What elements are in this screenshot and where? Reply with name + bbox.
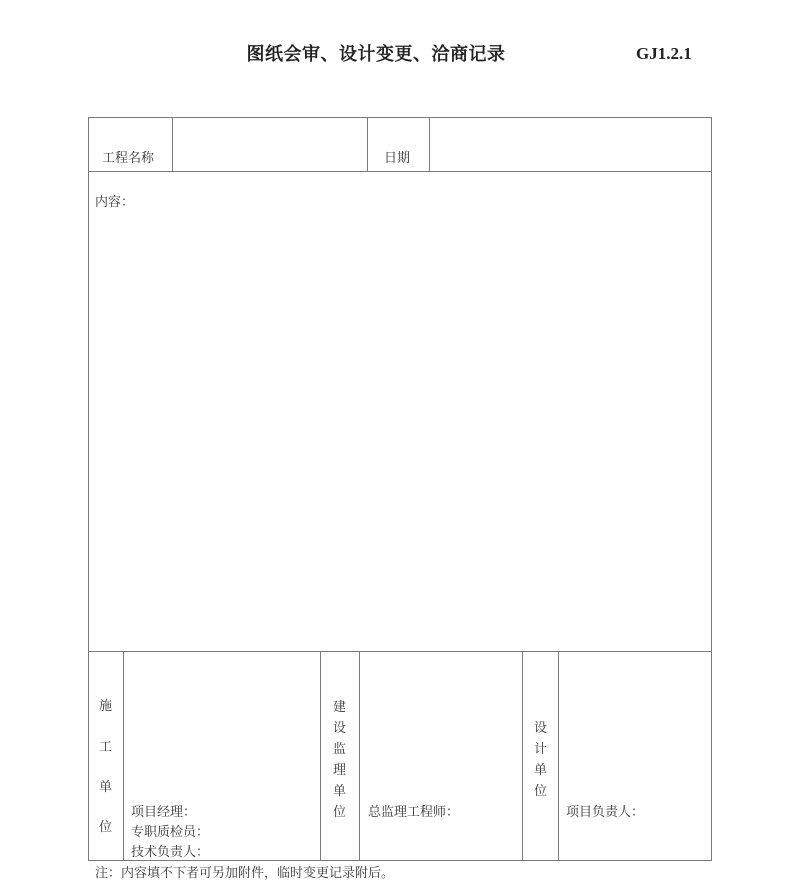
project-manager-label: 项目经理： [131,805,197,820]
content-row-divider [88,651,712,652]
header-row-divider [88,171,712,172]
project-name-field[interactable] [173,118,367,171]
supervision-unit-char: 设 [333,721,347,736]
sign-divider-1 [123,651,124,861]
content-field[interactable] [89,210,711,650]
form-title: 图纸会审、设计变更、洽商记录 [246,44,506,65]
header-divider-2 [367,117,368,171]
construction-unit-char: 施 [99,699,113,714]
supervision-unit-char: 位 [333,805,347,820]
design-unit-char: 单 [534,763,548,778]
project-lead-label: 项目负责人： [566,805,645,820]
sign-divider-2 [320,651,321,861]
construction-unit-char: 位 [99,820,113,835]
table-border-right [711,117,712,861]
construction-unit-char: 工 [99,740,113,755]
sign-divider-4 [522,651,523,861]
construction-unit-char: 单 [99,780,113,795]
design-unit-char: 设 [534,721,548,736]
quality-inspector-label: 专职质检员： [131,825,210,840]
project-name-label: 工程名称 [102,151,155,166]
form-code: GJ1.2.1 [636,44,692,63]
supervision-unit-char: 单 [333,784,347,799]
supervision-unit-char: 监 [333,742,347,757]
sign-divider-3 [359,651,360,861]
date-label: 日期 [384,151,411,166]
table-border-bottom [88,860,712,861]
design-unit-char: 位 [534,784,548,799]
chief-engineer-label: 总监理工程师： [368,805,460,820]
technical-lead-label: 技术负责人： [131,845,210,860]
sign-divider-5 [558,651,559,861]
supervision-unit-char: 建 [333,700,347,715]
design-unit-char: 计 [534,742,548,757]
supervision-unit-char: 理 [333,763,347,778]
date-field[interactable] [430,118,711,171]
footnote: 注：内容填不下者可另加附件，临时变更记录附后。 [95,866,395,881]
content-label: 内容： [95,195,135,210]
